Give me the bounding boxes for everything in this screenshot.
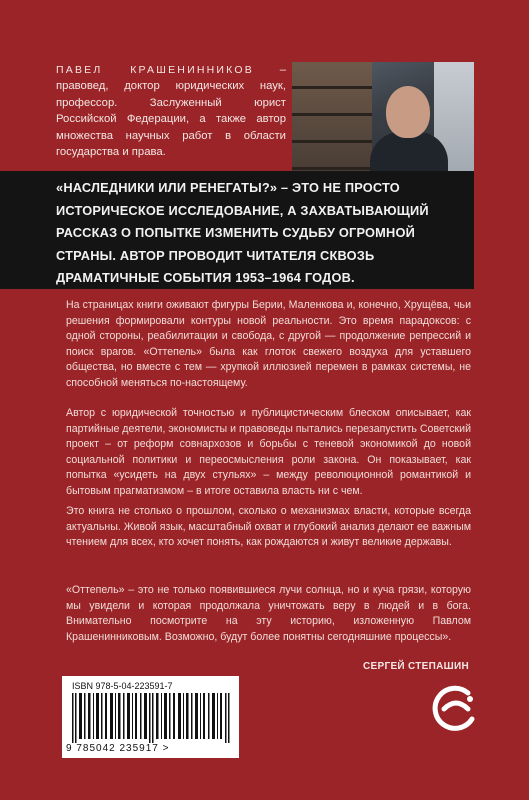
quote-author: СЕРГЕЙ СТЕПАШИН (363, 661, 469, 672)
description-paragraph-3: Это книга не столько о прошлом, сколько о механизмах власти, которые всегда актуальны. Живой язык, масштабный охват и глубокий анализ делают ее важным чтением для всех, кто хочет понять, как рождаются и живут великие державы. (66, 505, 471, 548)
isbn-label: ISBN 978-5-04-223591-7 (72, 681, 173, 691)
eksmo-logo-icon (426, 679, 486, 739)
description-paragraph-2: Автор с юридической точностью и публицистическим блеском описывает, как партийные деятели, экономисты и правоведы пытались перезапустить Советский проект – от реформ совнархозов и борьбы с теневой экономикой до новой социальной политики и переосмысления роли закона. Он показывает, как попытка «усидеть на двух стульях» – между революционной романтикой и бытовым прагматизмом – в итоге оставила власть ни с чем. (66, 407, 471, 497)
barcode-number: 9 785042 235917 > (66, 743, 170, 754)
author-name: ПАВЕЛ КРАШЕНИННИКОВ (56, 64, 254, 76)
author-bio-text: – правовед, доктор юридических наук, профессор. Заслуженный юрист Российской Федерации, а также автор множества научных работ в области государства и права. (56, 64, 286, 159)
barcode-icon (72, 693, 230, 743)
barcode-panel (62, 676, 239, 758)
headline-text: «НАСЛЕДНИКИ ИЛИ РЕНЕГАТЫ?» – ЭТО НЕ ПРОСТО ИСТОРИЧЕСКОЕ ИССЛЕДОВАНИЕ, А ЗАХВАТЫВАЮЩИЙ РАССКАЗ О ПОПЫТКЕ ИЗМЕНИТЬ СУДЬБУ ОГРОМНОЙ СТРАНЫ. АВТОР ПРОВОДИТ ЧИТАТЕЛЯ СКВОЗЬ ДРАМАТИЧНЫЕ СОБЫТИЯ 1953–1964 ГОДОВ. (56, 180, 429, 286)
author-bio (56, 62, 286, 160)
quote-text: «Оттепель» – это не только появившиеся лучи солнца, но и куча грязи, которую мы увидели и которая продолжала уничтожать веру в людей и в бога. Внимательно посмотрите на эту историю, изложенную Павлом Крашенинниковым. Возможно, будут более понятны сегодняшние процессы». (66, 584, 471, 643)
description-paragraph-1: На страницах книги оживают фигуры Берии, Маленкова и, конечно, Хрущёва, чьи решения формировали контуры новой реальности. Это время парадоксов: с одной стороны, реабилитации и свобода, с другой — продолжение репрессий и поиск врагов. «Оттепель» была как глоток свежего воздуха для уставшего общества, но вместе с тем — хрупкой иллюзией перемен в рамках системы, не способной меняться по-настоящему. (66, 299, 471, 389)
